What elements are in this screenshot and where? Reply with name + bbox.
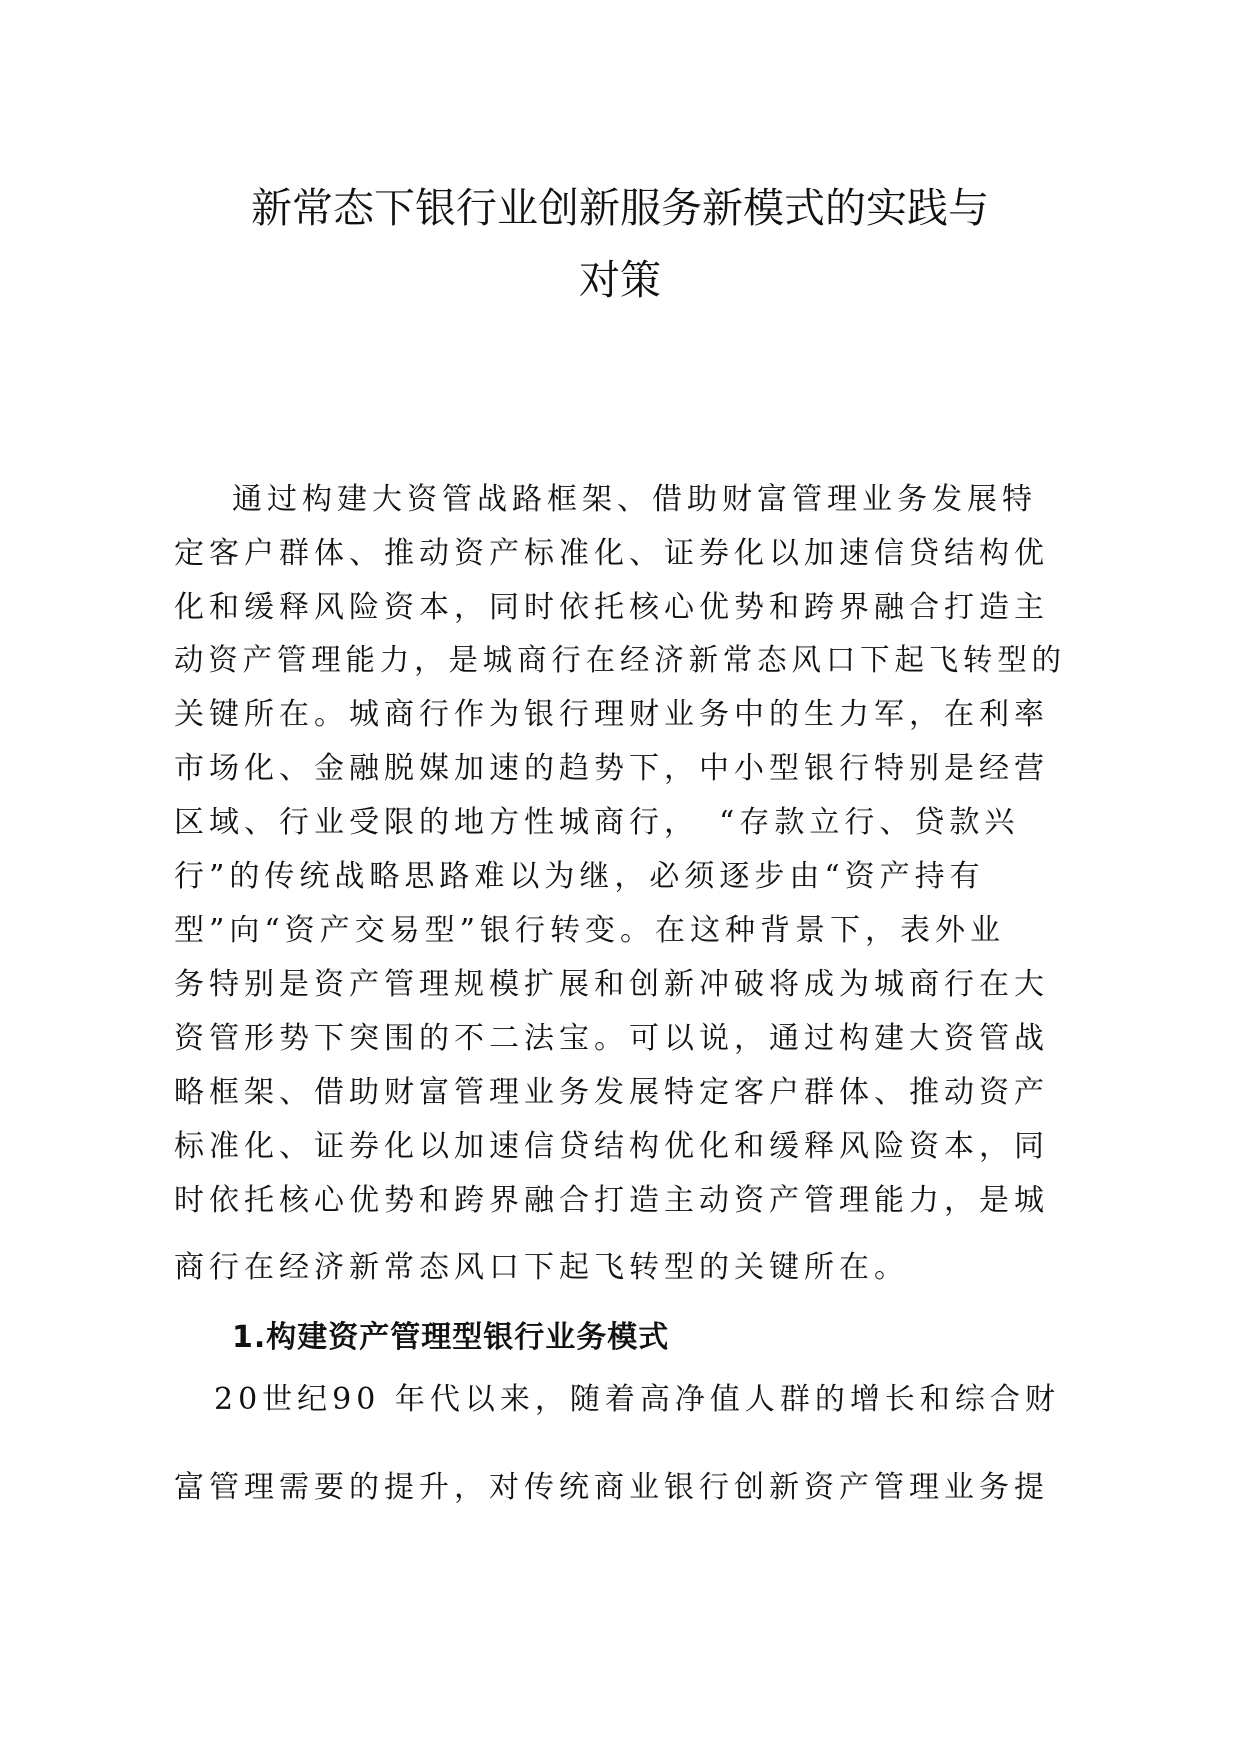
- section-heading: 1.构建资产管理型银行业务模式: [232, 1320, 670, 1355]
- paragraph-line: 标准化、证券化以加速信贷结构优化和缓释风险资本，同: [174, 1129, 1049, 1164]
- paragraph-line: 区域、行业受限的地方性城商行， “存款立行、贷款兴: [174, 805, 1020, 840]
- paragraph-line: 型”向“资产交易型”银行转变。在这种背景下，表外业: [174, 913, 1006, 948]
- paragraph-line: 务特别是资产管理规模扩展和创新冲破将成为城商行在大: [174, 967, 1049, 1002]
- title-line-1: 新常态下银行业创新服务新模式的实践与: [251, 184, 989, 232]
- paragraph-line: 20世纪90 年代以来，随着高净值人群的增长和综合财: [214, 1382, 1060, 1417]
- page-title: [150, 172, 1090, 316]
- paragraph-line: 定客户群体、推动资产标准化、证券化以加速信贷结构优: [174, 536, 1049, 571]
- paragraph-line: 行”的传统战略思路难以为继，必须逐步由“资产持有: [174, 859, 985, 894]
- paragraph-line: 时依托核心优势和跨界融合打造主动资产管理能力，是城: [174, 1183, 1049, 1218]
- paragraph-line: 动资产管理能力，是城商行在经济新常态风口下起飞转型的: [174, 643, 1066, 678]
- paragraph-line: 通过构建大资管战路框架、借助财富管理业务发展特: [232, 482, 1037, 517]
- title-line-2: 对策: [579, 256, 661, 304]
- paragraph-line: 商行在经济新常态风口下起飞转型的关键所在。: [174, 1250, 909, 1285]
- paragraph-line: 关键所在。城商行作为银行理财业务中的生力军，在利率: [174, 697, 1049, 732]
- paragraph-line: 市场化、金融脱媒加速的趋势下，中小型银行特别是经营: [174, 751, 1049, 786]
- paragraph-line: 富管理需要的提升，对传统商业银行创新资产管理业务提: [174, 1470, 1049, 1505]
- paragraph-line: 资管形势下突围的不二法宝。可以说，通过构建大资管战: [174, 1021, 1049, 1056]
- paragraph-line: 化和缓释风险资本，同时依托核心优势和跨界融合打造主: [174, 590, 1049, 625]
- paragraph-line: 略框架、借助财富管理业务发展特定客户群体、推动资产: [174, 1075, 1049, 1110]
